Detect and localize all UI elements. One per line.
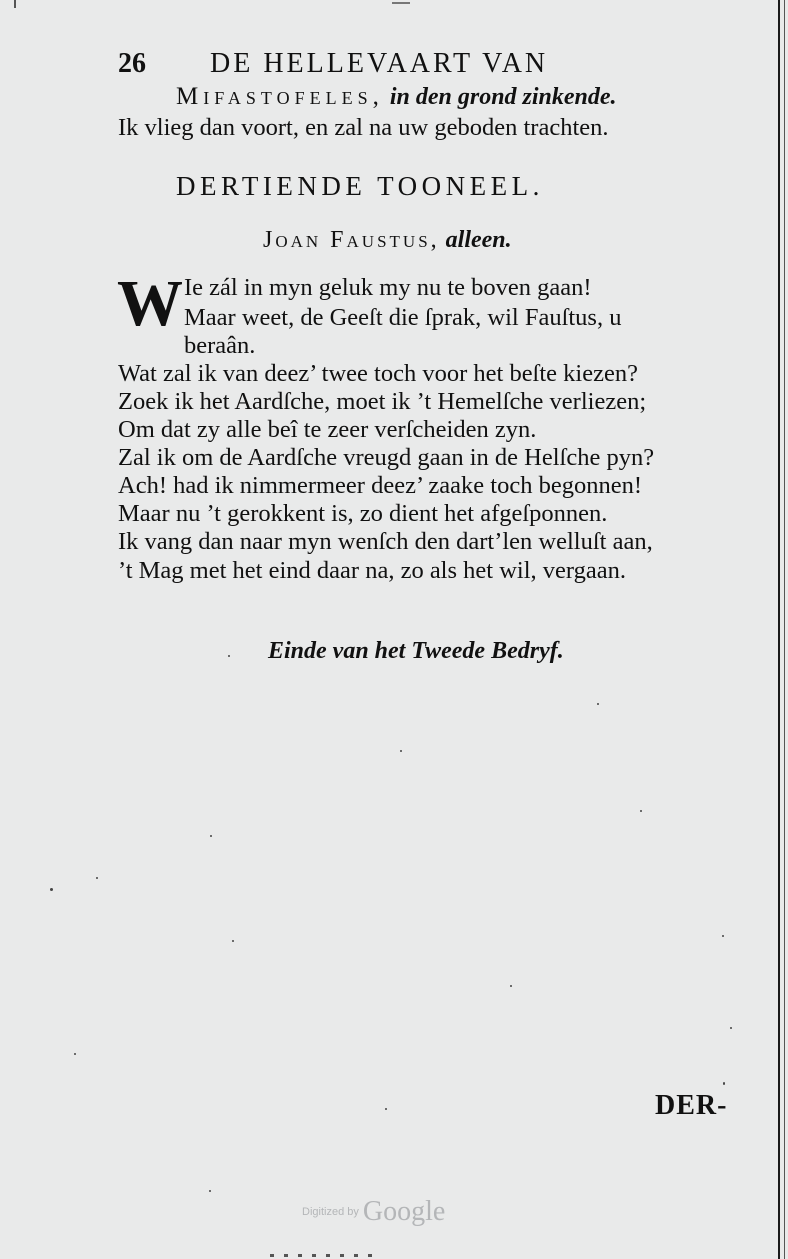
scan-speck: [640, 810, 642, 812]
verse-line: beraân.: [184, 332, 256, 359]
scan-speck: [209, 1190, 211, 1192]
verse-line: Maar weet, de Geeſt die ſprak, wil Fauſtus, u: [184, 304, 622, 331]
page-edge-mark: [14, 0, 16, 8]
scan-speck: [232, 940, 234, 942]
verse-line: Om dat zy alle beî te zeer verſcheiden zyn.: [118, 416, 537, 443]
character-name: Joan Faustus,: [263, 227, 440, 253]
scan-speck: [722, 935, 724, 937]
page-edge-right: [778, 0, 780, 1259]
page-edge-right-inner: [784, 0, 785, 1259]
speaker-line: [176, 83, 617, 111]
scan-speck: [385, 1108, 387, 1110]
scan-speck: [74, 1053, 76, 1055]
character-note: alleen.: [445, 227, 512, 253]
drop-cap: W: [117, 267, 183, 340]
scan-speck: [597, 703, 599, 705]
running-header: [118, 50, 548, 78]
digitized-watermark: [302, 1196, 445, 1228]
act-end-note: Einde van het Tweede Bedryf.: [268, 638, 564, 664]
verse-line: Ach! had ik nimmermeer deez’ zaake toch begonnen!: [118, 472, 642, 499]
verse-line: Zoek ik het Aardſche, moet ik ’t Hemelſche verliezen;: [118, 388, 647, 415]
scan-speck: [228, 655, 230, 657]
verse-line: Maar nu ’t gerokkent is, zo dient het afgeſponnen.: [118, 500, 608, 527]
watermark-prefix: Digitized by: [302, 1206, 359, 1218]
scene-persons: [263, 226, 512, 254]
scan-speck: [96, 877, 98, 879]
page-edge-mark: [392, 2, 410, 4]
scan-speck: [50, 888, 53, 891]
verse-line: ’t Mag met het eind daar na, zo als het wil, vergaan.: [118, 557, 626, 584]
speaker-name: Mifastofeles,: [176, 83, 384, 110]
verse-line: Wat zal ik van deez’ twee toch voor het beſte kiezen?: [118, 360, 638, 387]
verse-line: Ik vlieg dan voort, en zal na uw geboden trachten.: [118, 114, 609, 141]
verse-line: Ie zál in myn geluk my nu te boven gaan!: [184, 274, 592, 301]
scan-speck: [210, 835, 212, 837]
catchword: DER-: [655, 1090, 728, 1121]
scan-speck: [730, 1027, 732, 1029]
scan-speck: [400, 750, 402, 752]
google-logo: Google: [362, 1196, 446, 1227]
page-edge-bottom-marks: [270, 1254, 380, 1257]
scene-title: DERTIENDE TOONEEL.: [176, 171, 544, 201]
verse-line: Zal ik om de Aardſche vreugd gaan in de Helſche pyn?: [118, 444, 655, 471]
page-number: 26: [118, 48, 146, 79]
verse-line: Ik vang dan naar myn wenſch den dart’len welluſt aan,: [118, 528, 653, 555]
scan-speck: [723, 1082, 725, 1085]
scan-speck: [510, 985, 512, 987]
running-title: DE HELLEVAART VAN: [210, 48, 549, 79]
stage-direction: in den grond zinkende.: [389, 84, 617, 110]
